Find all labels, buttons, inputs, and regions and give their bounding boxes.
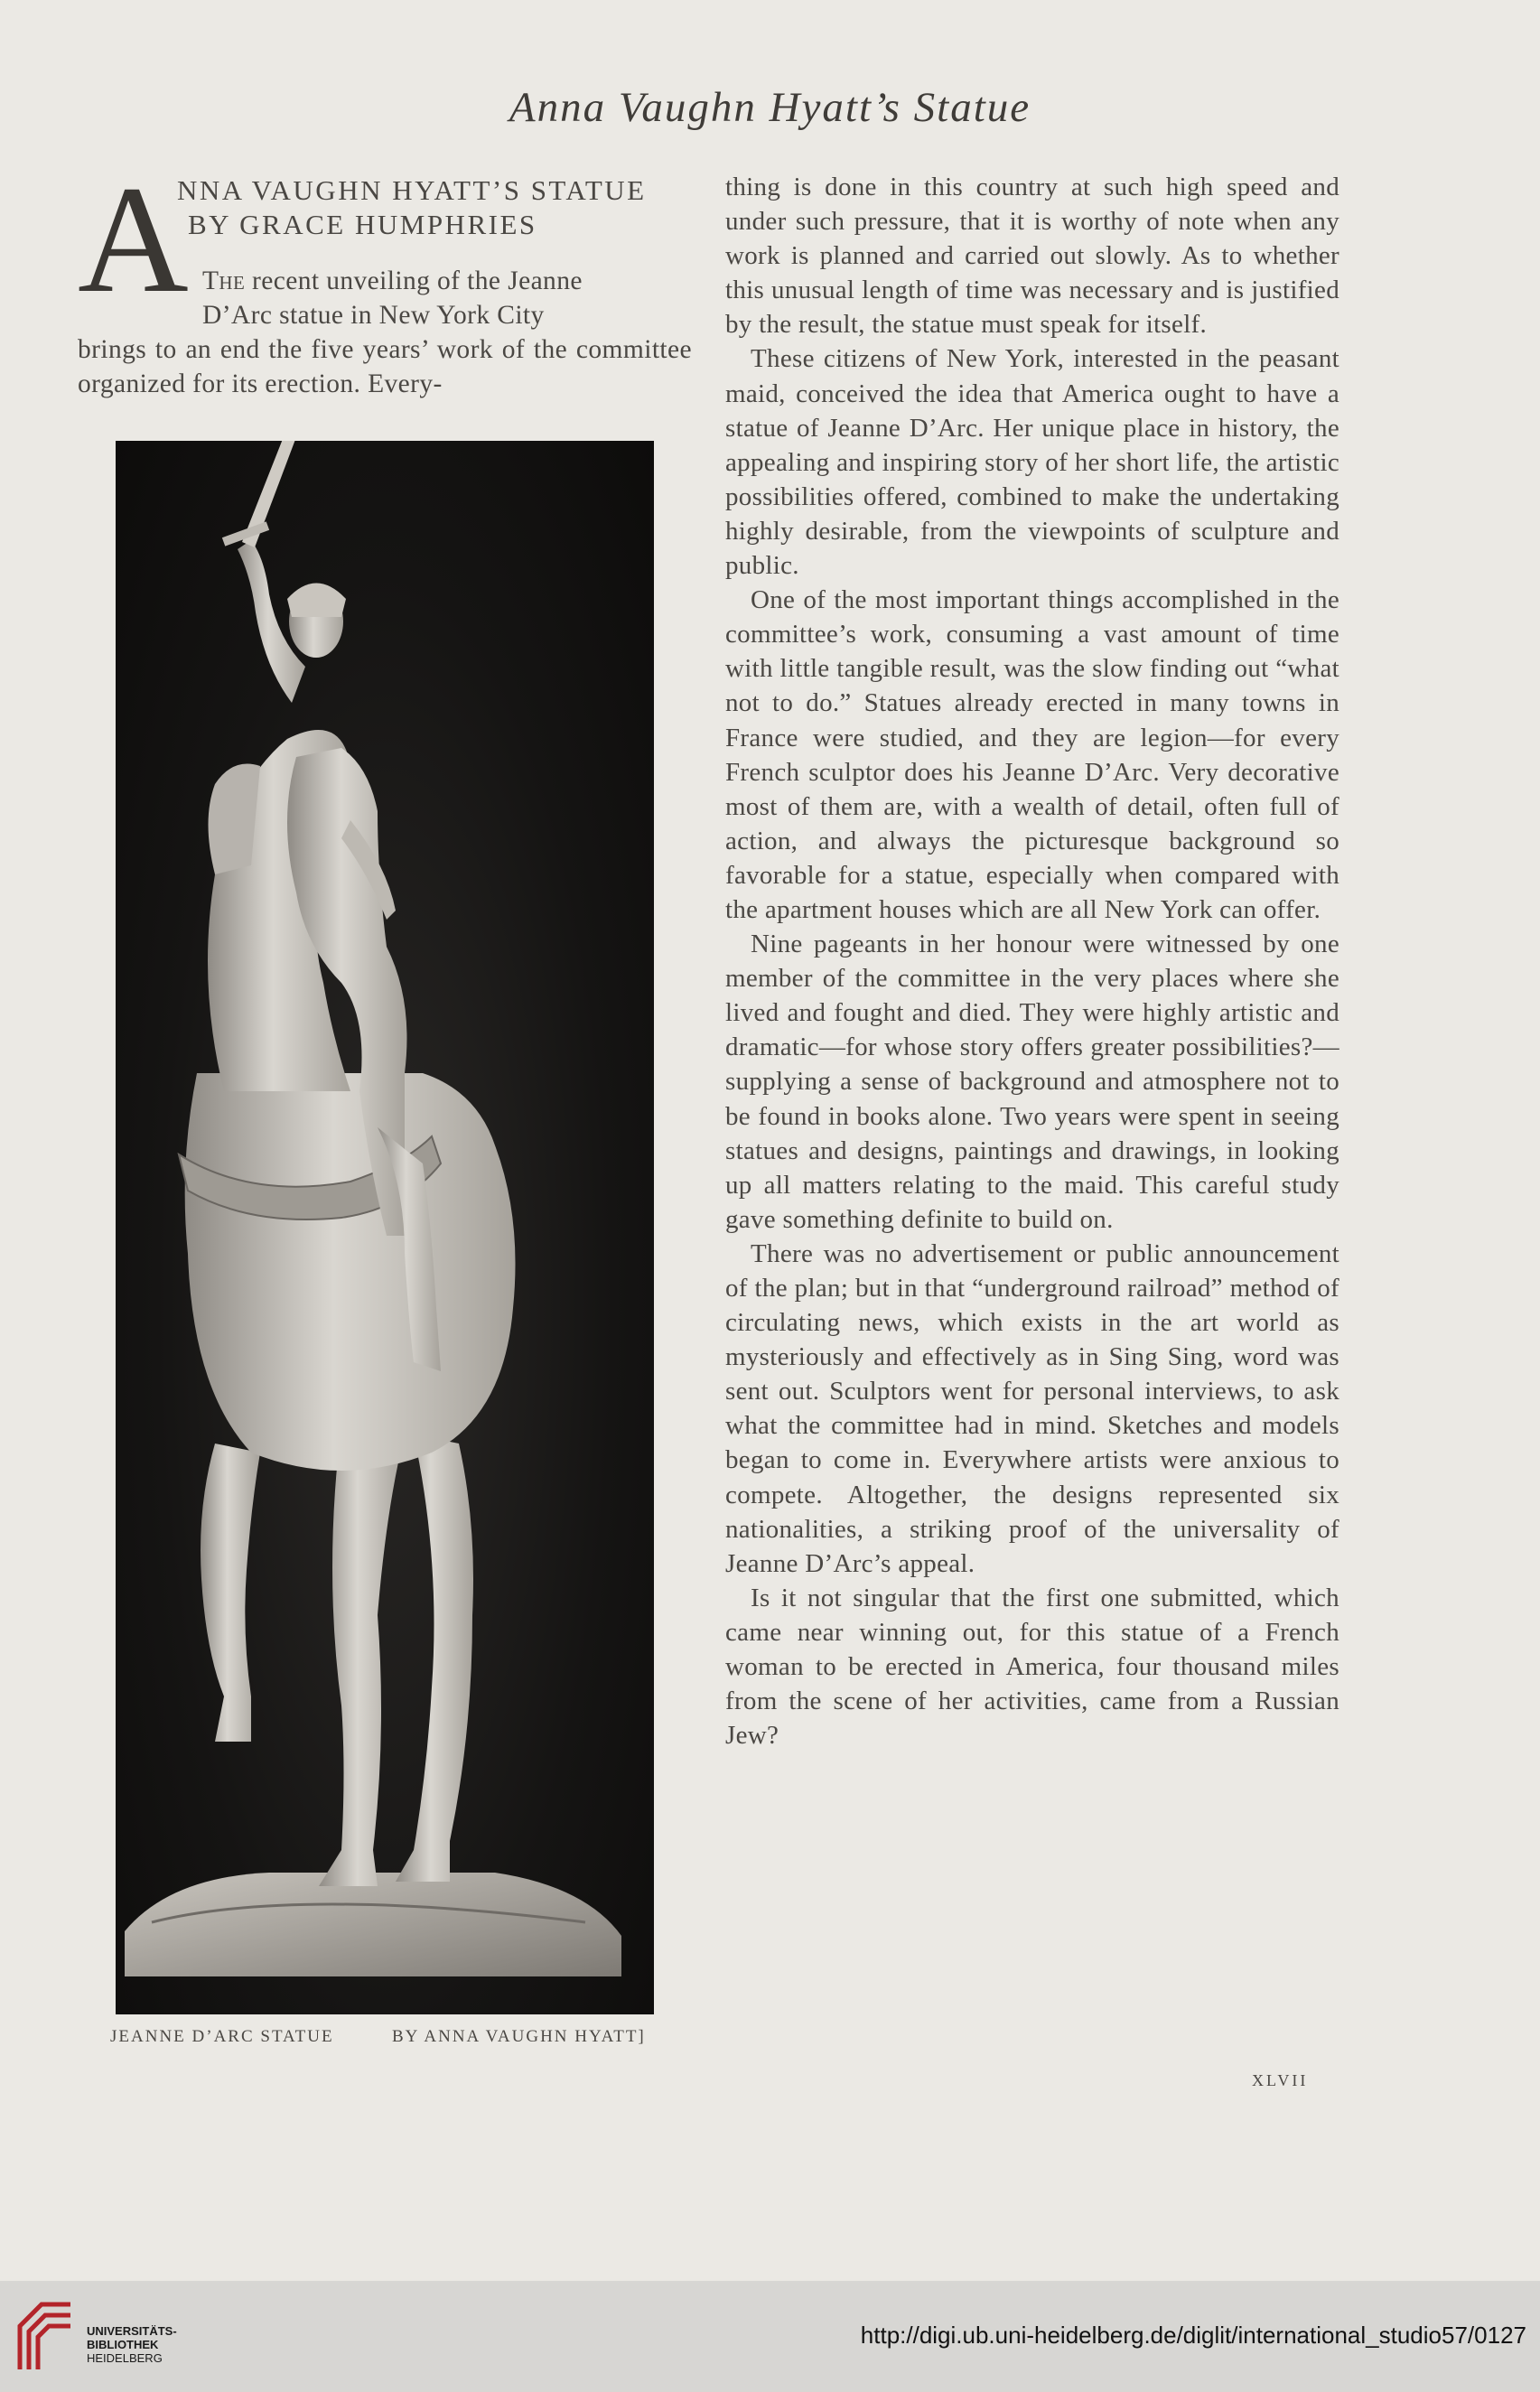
library-logo-icon <box>14 2299 76 2373</box>
intro-line-2: D’Arc statue in New York City <box>202 301 545 330</box>
library-name-line-2: BIBLIOTHEK <box>87 2338 159 2351</box>
caption-credit: BY ANNA VAUGHN HYATT] <box>392 2027 646 2046</box>
source-url[interactable]: http://digi.ub.uni-heidelberg.de/diglit/international_studio57/0127 <box>860 2322 1526 2349</box>
intro-rest: brings to an end the five years’ work of the committee organized for its erection. Every- <box>78 335 692 398</box>
left-column <box>78 154 692 410</box>
page-number: XLVII <box>1252 2071 1309 2089</box>
right-column <box>725 170 1339 1752</box>
body-paragraph: Is it not singular that the first one submitted, which came near winning out, for this statue of a French woman to be erected in America, four thousand miles from the scene of her activities, came from a Russian Jew? <box>725 1583 1339 1751</box>
library-footer <box>0 2281 1540 2392</box>
article-title-block <box>78 154 692 410</box>
intro-line-1 <box>78 264 692 298</box>
intro-lead: The <box>202 266 246 295</box>
running-title: Anna Vaughn Hyatt’s Statue <box>509 84 1031 131</box>
body-paragraph: thing is done in this country at such high speed and under such pressure, that it is worthy of note when any work is planned and carried out slowly. As to whether this unusual length of time was necessary and is justified by the result, the statue must speak for itself. <box>725 173 1339 340</box>
intro-line-1-rest: recent unveiling of the Jeanne <box>245 266 583 295</box>
article-title: NNA VAUGHN HYATT’S STATUE <box>177 174 647 206</box>
article-byline: BY GRACE HUMPHRIES <box>188 209 537 240</box>
body-paragraph: One of the most important things accomplished in the committee’s work, consuming a vast amount of time with little tangible result, was the slow finding out “what not to do.” Statues already erected in many towns in France were studied, and they are legion—for every French sculptor does his Jeanne D’Arc. Very decorative most of them are, with a wealth of detail, often full of action, and always the picturesque background so favorable for a statue, especially when compared with the apartment houses which are all New York can offer. <box>725 585 1339 924</box>
library-name-line-3: HEIDELBERG <box>87 2351 163 2365</box>
library-name <box>87 2324 177 2365</box>
library-name-line-1: UNIVERSITÄTS- <box>87 2324 177 2338</box>
statue-photograph <box>116 441 654 2014</box>
body-paragraph: There was no advertisement or public announcement of the plan; but in that “underground railroad” method of circulating news, which exists in the art world as mysteriously and effectively as in Sing Sing, word was sent out. Sculptors went for personal interviews, to ask what the committee had in mind. Sketches and models began to come in. Everywhere artists were anxious to compete. Altogether, the designs represented six nationalities, a striking proof of the universality of Jeanne D’Arc’s appeal. <box>725 1238 1339 1578</box>
caption-title: JEANNE D’ARC STATUE <box>110 2027 334 2046</box>
body-paragraph: Nine pageants in her honour were witnessed by one member of the committee in the very places where she lived and fought and died. They were highly artistic and dramatic—for whose story offers greater possibilities?—supplying a sense of background and atmosphere not to be found in books alone. Two years were spent in seeing statues and designs, paintings and drawings, in looking up all matters relating to the maid. This careful study gave something definite to build on. <box>725 930 1339 1234</box>
equestrian-statue-illustration <box>116 441 654 2014</box>
body-paragraph: These citizens of New York, interested in the peasant maid, conceived the idea that America ought to have a statue of Jeanne D’Arc. Her unique place in history, the appealing and inspiring story of her short life, the artistic possibilities offered, combined to make the undertaking highly desirable, from the viewpoints of sculpture and public. <box>725 344 1339 581</box>
intro-paragraph <box>78 264 692 401</box>
drop-cap: A <box>78 154 189 324</box>
